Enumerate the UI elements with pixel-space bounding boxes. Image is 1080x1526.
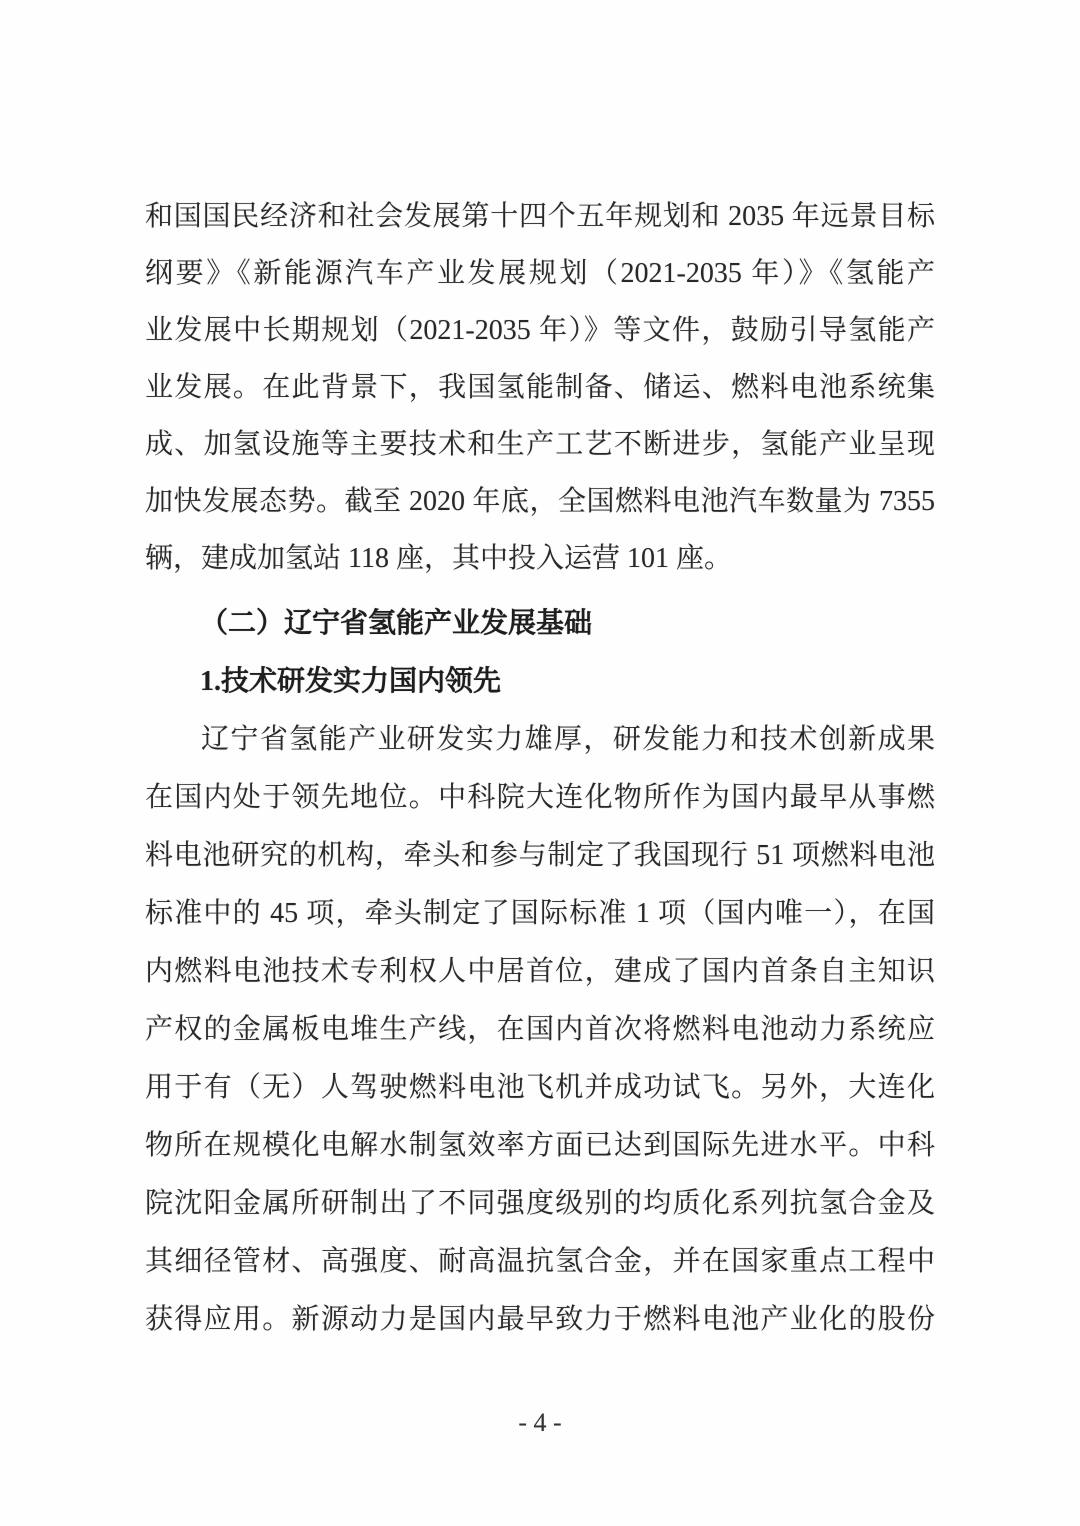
paragraph-national-policy (145, 188, 935, 587)
text-line: 其细径管材、高强度、耐高温抗氢合金，并在国家重点工程中 (145, 1246, 935, 1277)
text-line: 辆，建成加氢站 118 座，其中投入运营 101 座。 (145, 543, 732, 574)
text-line: 和国国民经济和社会发展第十四个五年规划和 2035 年远景目标 (145, 201, 935, 232)
text-line: 物所在规模化电解水制氢效率方面已达到国际先进水平。中科 (145, 1130, 935, 1161)
text-line: 业发展中长期规划（2021-2035 年）》等文件，鼓励引导氢能产 (145, 315, 935, 346)
text-line: 在国内处于领先地位。中科院大连化物所作为国内最早从事燃 (145, 782, 935, 813)
text-line: 院沈阳金属所研制出了不同强度级别的均质化系列抗氢合金及 (145, 1188, 935, 1219)
text-line: 获得应用。新源动力是国内最早致力于燃料电池产业化的股份 (145, 1304, 935, 1335)
page-number: - 4 - (518, 1408, 562, 1437)
text-line: 辽宁省氢能产业研发实力雄厚，研发能力和技术创新成果 (201, 724, 935, 755)
paragraph-tech-leadership (145, 711, 935, 1349)
subsection-heading: 1.技术研发实力国内领先 (200, 666, 502, 697)
text-line: 成、加氢设施等主要技术和生产工艺不断进步，氢能产业呈现 (145, 429, 935, 460)
text-line: 产权的金属板电堆生产线，在国内首次将燃料电池动力系统应 (145, 1014, 935, 1045)
text-line: 业发展。在此背景下，我国氢能制备、储运、燃料电池系统集 (145, 372, 935, 403)
text-line: 内燃料电池技术专利权人中居首位，建成了国内首条自主知识 (145, 956, 935, 987)
text-line: 标准中的 45 项，牵头制定了国际标准 1 项（国内唯一），在国 (145, 898, 935, 929)
text-line: 加快发展态势。截至 2020 年底，全国燃料电池汽车数量为 7355 (145, 486, 935, 517)
text-line: 用于有（无）人驾驶燃料电池飞机并成功试飞。另外，大连化 (145, 1072, 935, 1103)
text-line: 纲要》《新能源汽车产业发展规划（2021-2035 年）》《氢能产 (145, 258, 935, 289)
document-text-block (145, 188, 935, 1349)
section-heading: （二）辽宁省氢能产业发展基础 (200, 608, 593, 639)
text-line: 料电池研究的机构，牵头和参与制定了我国现行 51 项燃料电池 (145, 840, 935, 871)
